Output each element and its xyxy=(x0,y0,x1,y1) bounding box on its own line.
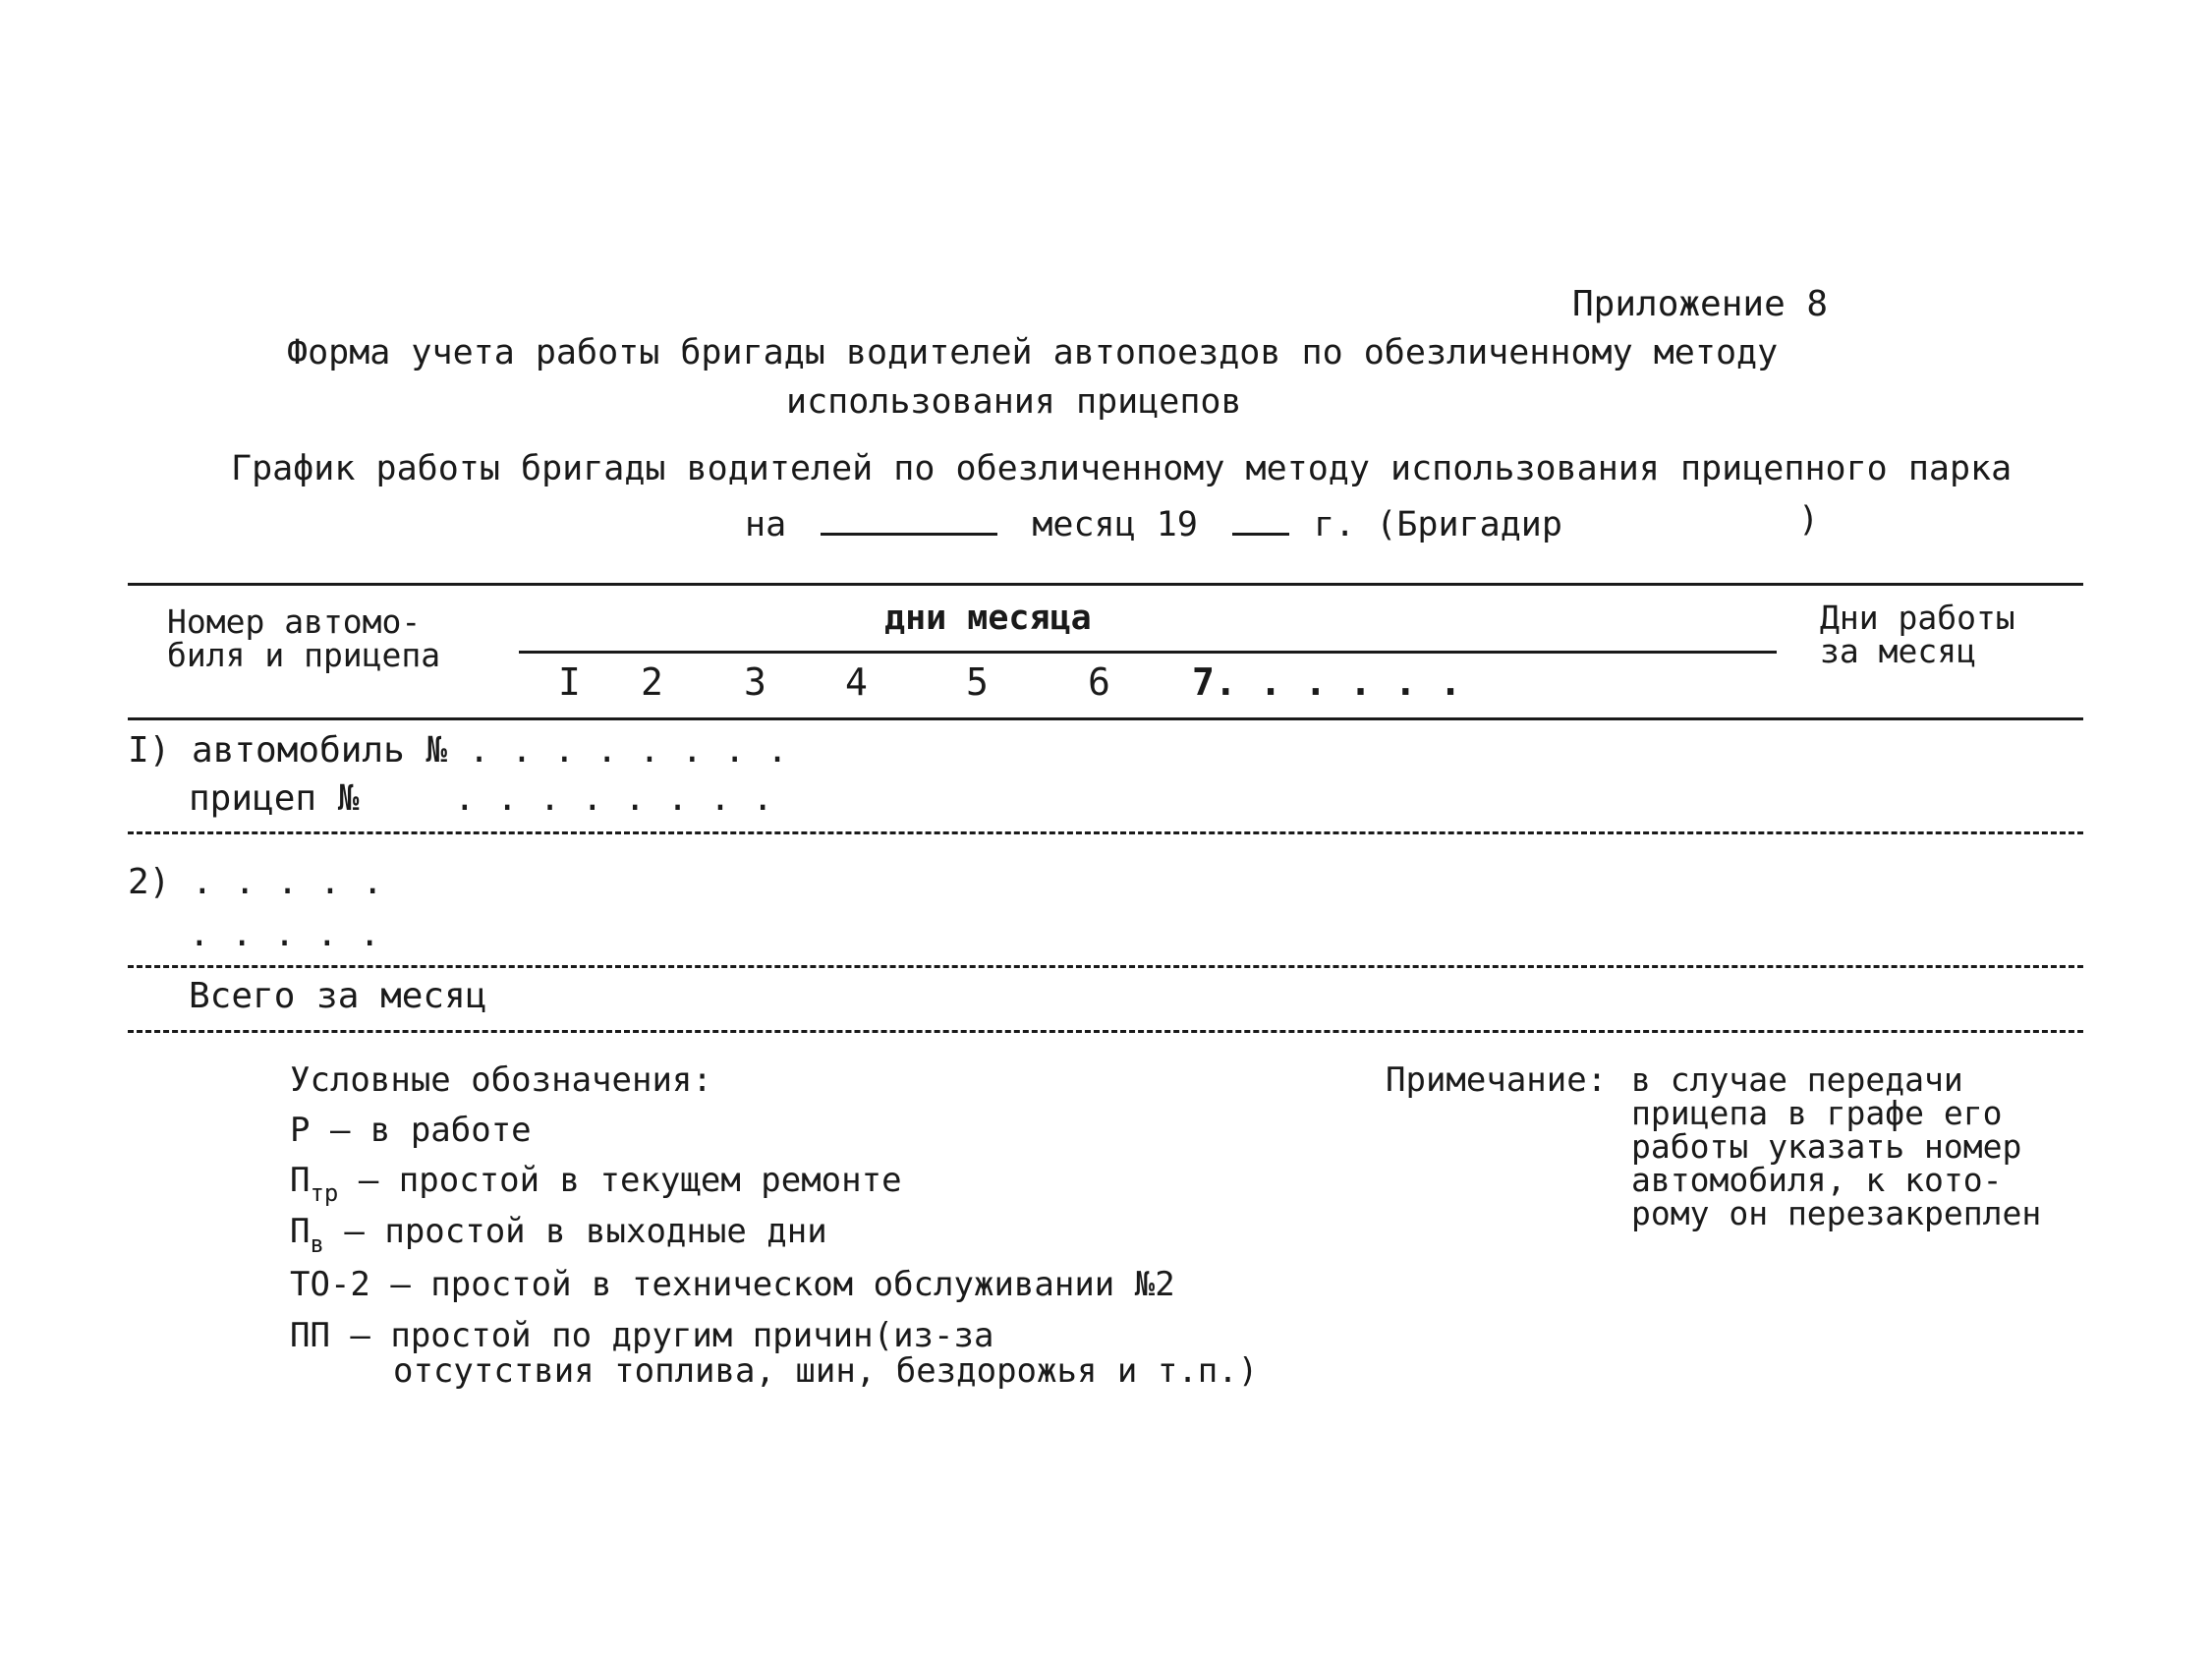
day-4: 4 xyxy=(845,660,868,704)
legend-ptr-subscript: тр xyxy=(310,1179,339,1207)
row1-line2-label: прицеп № xyxy=(189,778,360,819)
row1-line2-dots: . . . . . . . . xyxy=(454,778,774,819)
note-line5: рому он перезакреплен xyxy=(1631,1194,2042,1232)
legend-item-p: Р – в работе xyxy=(290,1111,532,1150)
day-2: 2 xyxy=(641,660,663,704)
legend-item-pv xyxy=(290,1212,827,1258)
row2-line2: . . . . . xyxy=(189,914,381,954)
form-title-line2: использования прицепов xyxy=(786,382,1242,422)
legend-item-to2: ТО-2 – простой в техническом обслуживании №2 xyxy=(290,1265,1175,1304)
note-label: Примечание: xyxy=(1386,1060,1608,1100)
col-total-header-line1: Дни работы xyxy=(1820,599,2015,637)
row2-line1: 2) . . . . . xyxy=(128,862,384,902)
col-vehicle-header-line1: Номер автомо- xyxy=(167,602,422,641)
schedule-title-line1: График работы бригады водителей по обезличенному методу использования прицепного парка xyxy=(231,449,2013,488)
appendix-label: Приложение 8 xyxy=(1572,284,1829,324)
note-line4: автомобиля, к кото- xyxy=(1631,1161,2003,1199)
legend-ptr-symbol: П xyxy=(290,1161,311,1200)
day-5: 5 xyxy=(966,660,989,704)
note-line1: в случае передачи xyxy=(1631,1060,1963,1099)
legend-pv-symbol: П xyxy=(290,1212,311,1251)
legend-title: Условные обозначения: xyxy=(290,1060,712,1100)
note-text xyxy=(1631,1060,2042,1232)
day-3: 3 xyxy=(744,660,766,704)
table-top-rule xyxy=(128,583,2083,586)
legend-pv-subscript: в xyxy=(310,1230,324,1258)
header-bottom-rule xyxy=(128,717,2083,720)
day-1: I xyxy=(558,660,581,704)
legend-item-pp-line1: ПП – простой по другим причин(из-за xyxy=(290,1316,994,1355)
note-line2: прицепа в графе его xyxy=(1631,1094,2003,1132)
row2-bottom-rule xyxy=(128,965,2083,968)
schedule-close-paren: ) xyxy=(1798,500,1820,540)
year-blank[interactable] xyxy=(1232,503,1289,536)
schedule-year: г. (Бригадир xyxy=(1314,505,1562,544)
form-title-line1: Форма учета работы бригады водителей автопоездов по обезличенному методу xyxy=(287,333,1779,372)
row1-bottom-rule xyxy=(128,831,2083,834)
day-6: 6 xyxy=(1088,660,1110,704)
days-header-rule xyxy=(519,651,1777,654)
col-total-header-line2: за месяц xyxy=(1820,632,1976,670)
schedule-prefix: на xyxy=(745,505,787,544)
day-7-more: 7. . . . . . xyxy=(1192,660,1462,704)
legend-pv-text: – простой в выходные дни xyxy=(323,1212,827,1251)
legend-item-pp-line2: отсутствия топлива, шин, бездорожья и т.п.) xyxy=(393,1351,1259,1391)
legend-item-ptr xyxy=(290,1161,902,1207)
note-line3: работы указать номер xyxy=(1631,1127,2022,1166)
col-vehicle-header-line2: биля и прицепа xyxy=(167,636,441,674)
schedule-month: месяц 19 xyxy=(1032,505,1198,544)
schedule-title-line2 xyxy=(745,503,1562,543)
days-header: дни месяца xyxy=(884,599,1092,638)
row1-line1: I) автомобиль № . . . . . . . . xyxy=(128,730,788,771)
total-row-label: Всего за месяц xyxy=(189,976,487,1016)
legend-ptr-text: – простой в текущем ремонте xyxy=(338,1161,902,1200)
month-blank[interactable] xyxy=(821,503,997,536)
table-bottom-rule xyxy=(128,1030,2083,1033)
